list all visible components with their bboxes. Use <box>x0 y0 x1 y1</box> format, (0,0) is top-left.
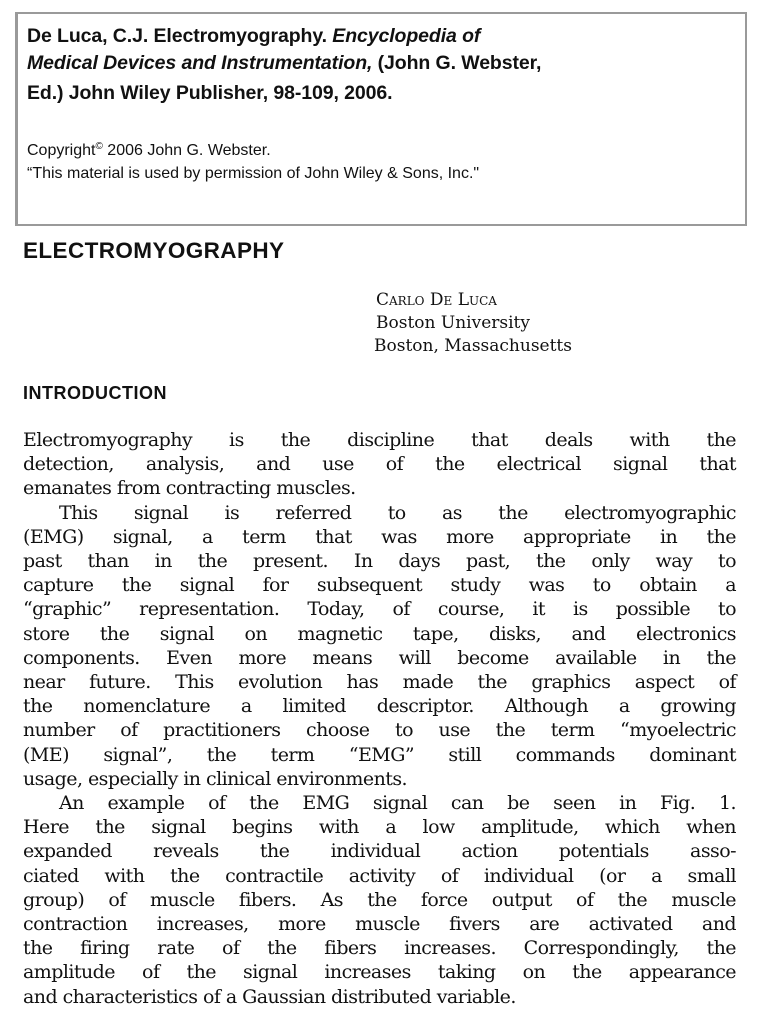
citation-line-2 <box>27 50 745 77</box>
citation-line-1 <box>27 23 745 50</box>
citation-journal: Encyclopedia of <box>332 25 481 47</box>
permission-line: “This material is used by permission of John Wiley & Sons, Inc." <box>27 165 480 182</box>
section-heading: INTRODUCTION <box>23 383 167 403</box>
body-line: capture the signal for subsequent study was to obtain a <box>23 574 736 597</box>
copyright-symbol: © <box>95 141 103 152</box>
body-line: detection, analysis, and use of the electrical signal that <box>23 453 736 476</box>
body-line: and characteristics of a Gaussian distributed variable. <box>23 985 516 1008</box>
citation-editor: (John G. Webster, <box>372 52 542 74</box>
citation-journal-cont: Medical Devices and Instrumentation, <box>27 52 373 74</box>
body-line: near future. This evolution has made the graphics aspect of <box>23 671 736 694</box>
body-line: amplitude of the signal increases taking on the appearance <box>23 961 736 984</box>
body-line: (EMG) signal, a term that was more appropriate in the <box>23 525 736 548</box>
body-line: the firing rate of the fibers increases. Correspondingly, the <box>23 937 736 960</box>
article-title: ELECTROMYOGRAPHY <box>23 238 285 263</box>
author-block <box>376 289 572 358</box>
copyright-holder: 2006 John G. Webster. <box>102 142 271 159</box>
body-line: contraction increases, more muscle fivers are activated and <box>23 913 736 936</box>
citation-authors: De Luca, C.J. Electromyography. <box>27 25 333 47</box>
body-line: “graphic” representation. Today, of course, it is possible to <box>23 598 736 621</box>
body-line: usage, especially in clinical environments. <box>23 767 408 790</box>
copyright-label: Copyright <box>27 142 96 159</box>
body-line: expanded reveals the individual action potentials asso- <box>23 840 736 863</box>
body-line: number of practitioners choose to use the term “myoelectric <box>23 719 736 742</box>
body-line: An example of the EMG signal can be seen in Fig. 1. <box>59 792 736 815</box>
body-text <box>23 428 736 1009</box>
author-location: Boston, Massachusetts <box>374 336 572 356</box>
body-line: the nomenclature a limited descriptor. Although a growing <box>23 695 736 718</box>
copyright-notice <box>27 135 479 185</box>
body-line: store the signal on magnetic tape, disks, and electronics <box>23 622 736 645</box>
copyright-line <box>27 135 479 162</box>
body-line: Here the signal begins with a low amplitude, which when <box>23 816 736 839</box>
body-line: past than in the present. In days past, the only way to <box>23 550 736 573</box>
body-line: This signal is referred to as the electromyographic <box>59 501 736 524</box>
body-line: emanates from contracting muscles. <box>23 477 356 500</box>
body-line: Electromyography is the discipline that deals with the <box>23 429 736 451</box>
body-line: ciated with the contractile activity of individual (or a small <box>23 864 736 887</box>
body-line: (ME) signal”, the term “EMG” still commands dominant <box>23 743 736 766</box>
citation-box <box>15 12 747 226</box>
body-line: components. Even more means will become available in the <box>23 646 736 669</box>
body-line: group) of muscle fibers. As the force output of the muscle <box>23 888 736 911</box>
citation-line-3: Ed.) John Wiley Publisher, 98-109, 2006. <box>27 82 393 104</box>
author-affiliation: Boston University <box>376 313 530 333</box>
author-name: Carlo De Luca <box>376 290 497 310</box>
